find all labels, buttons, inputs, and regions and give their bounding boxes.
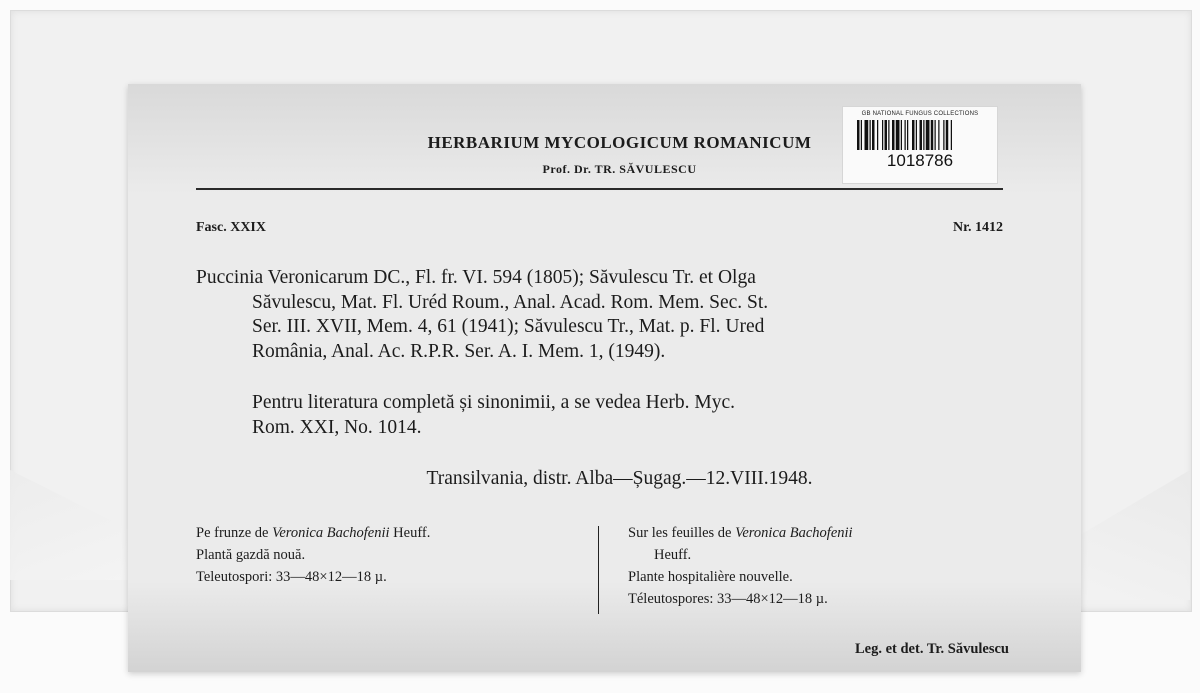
host-line-fr <box>628 522 853 544</box>
new-host-ro: Plantă gazdă nouă. <box>196 547 306 563</box>
barcode-number: 1018786 <box>886 151 954 170</box>
host-prefix-ro: Pe frunze de <box>196 525 273 541</box>
citation-line: Puccinia Veronicarum DC., Fl. fr. VI. 594 (1805); Săvulescu Tr. et Olga <box>196 267 756 288</box>
citation-line: România, Anal. Ac. R.P.R. Ser. A. I. Mem. 1, (1949). <box>252 340 666 362</box>
collector: Leg. et det. Tr. Săvulescu <box>855 641 1009 657</box>
literature-note <box>252 391 735 440</box>
literature-line: Rom. XXI, No. 1014. <box>252 416 422 438</box>
barcode-icon <box>857 120 983 150</box>
citation-line: Săvulescu, Mat. Fl. Uréd Roum., Anal. Acad. Rom. Mem. Sec. St. <box>252 291 769 313</box>
herbarium-title: HERBARIUM MYCOLOGICUM ROMANICUM <box>427 133 812 152</box>
label-bottom-shade <box>128 582 1081 672</box>
column-divider <box>598 526 599 614</box>
host-author-ro: Heuff. <box>389 525 431 541</box>
spores-ro: Teleutospori: 33—48×12—18 µ. <box>196 569 387 585</box>
host-author-fr: Heuff. <box>654 547 692 563</box>
specimen-number: Nr. 1412 <box>952 220 1003 235</box>
taxon-citation <box>196 266 1006 364</box>
host-species-fr: Veronica Bachofenii <box>735 525 853 541</box>
host-species-ro: Veronica Bachofenii <box>272 525 390 541</box>
citation-line: Ser. III. XVII, Mem. 4, 61 (1941); Săvulescu Tr., Mat. p. Fl. Ured <box>252 316 765 337</box>
barcode-caption: GB NATIONAL FUNGUS COLLECTIONS <box>861 111 979 117</box>
literature-line: Pentru literatura completă și sinonimii, a se vedea Herb. Myc. <box>252 392 736 413</box>
new-host-fr: Plante hospitalière nouvelle. <box>628 569 793 585</box>
locality: Transilvania, distr. Alba—Șugag.—12.VIII.1948. <box>426 468 813 489</box>
herbarium-subtitle: Prof. Dr. TR. SĂVULESCU <box>542 162 697 176</box>
host-line-ro <box>196 522 430 544</box>
fascicle-number: Fasc. XXIX <box>196 220 266 235</box>
spores-fr: Téleutospores: 33—48×12—18 µ. <box>628 591 828 607</box>
header-divider <box>196 188 1003 190</box>
host-prefix-fr: Sur les feuilles de <box>628 525 736 541</box>
barcode-label <box>842 106 998 184</box>
herbarium-label <box>128 84 1081 672</box>
french-notes <box>628 522 853 610</box>
romanian-notes <box>196 522 430 588</box>
